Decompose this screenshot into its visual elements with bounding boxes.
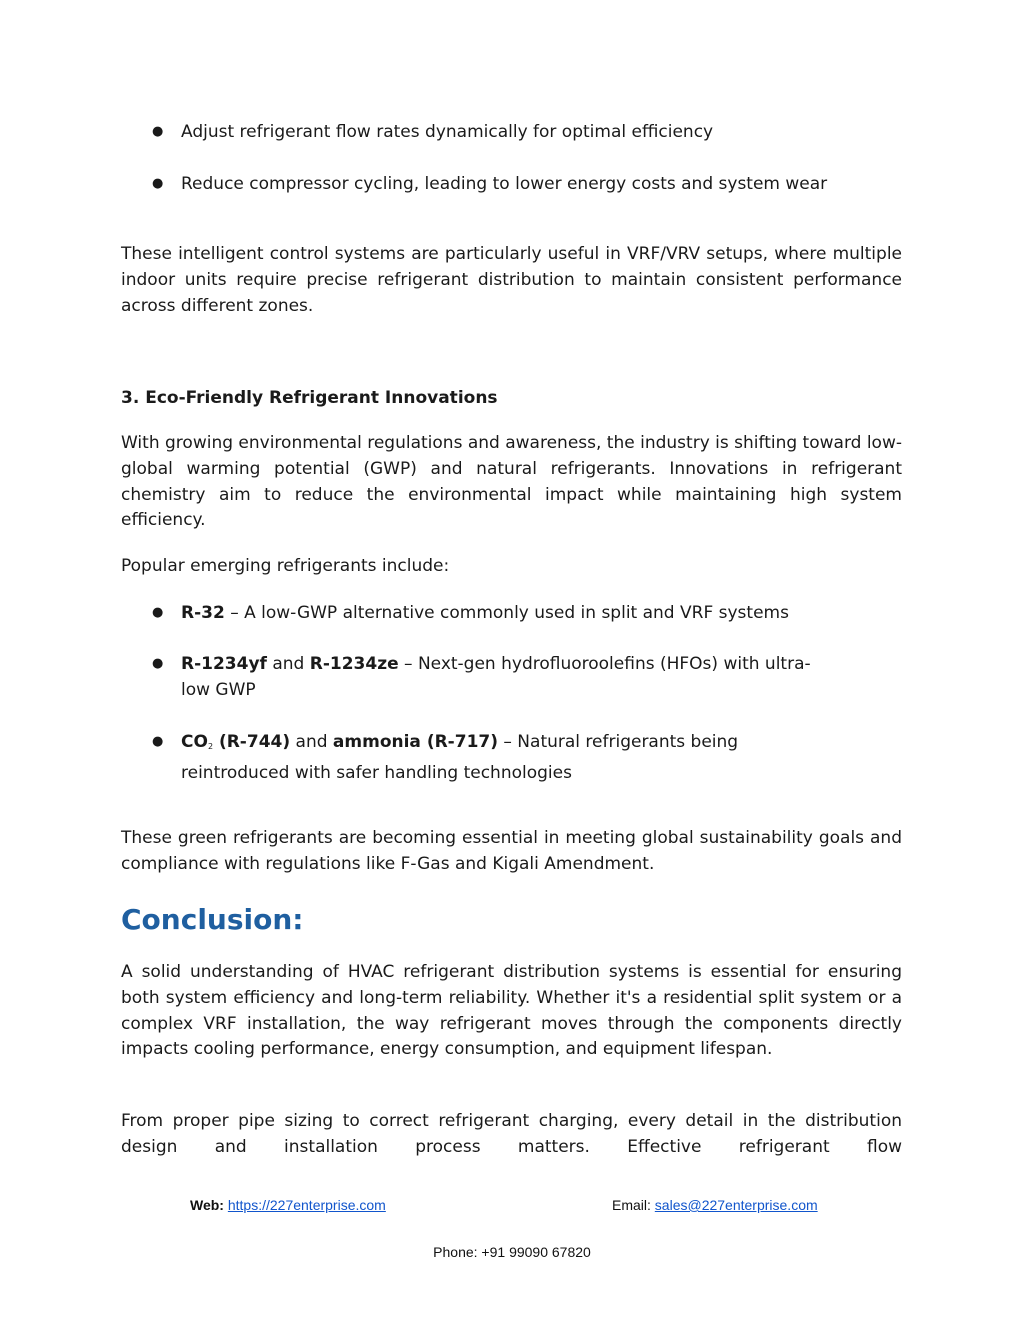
list-item-r32 (152, 600, 852, 626)
conjunction-text: and (266, 654, 310, 674)
refrigerant-name: CO (181, 732, 208, 752)
footer-web (190, 1196, 386, 1214)
refrigerant-name: ammonia (R-717) (332, 732, 498, 752)
section-intro-paragraph: With growing environmental regulations and awareness, the industry is shifting toward low-global warming potential (GWP) and natural refrigerants. Innovations in refrigerant chemistry aim to reduce the environmental impact while maintaining high system efficiency. (121, 433, 902, 531)
subscript-text: 2 (207, 742, 214, 751)
email-label: Email: (612, 1197, 651, 1213)
bullet-text: Reduce compressor cycling, leading to lower energy costs and system wear (181, 174, 828, 194)
list-item-hfo (152, 651, 832, 703)
refrigerant-name: R-1234yf (181, 654, 267, 674)
bullet-text: Adjust refrigerant flow rates dynamically for optimal efficiency (181, 122, 714, 142)
bullet-icon: ● (152, 176, 164, 191)
refrigerant-name: R-32 (181, 603, 225, 623)
control-benefits-list-2 (152, 171, 852, 197)
refrigerant-list-natural (152, 729, 832, 786)
conclusion-paragraph-1: A solid understanding of HVAC refrigerant distribution systems is essential for ensuring both system efficiency and long-term reliability. Whether it's a residential split system or a complex VRF installation, the way refrigerant moves through the components directly impacts cooling performance, energy consumption, and equipment lifespan. (121, 962, 902, 1060)
web-label: Web: (190, 1197, 224, 1213)
bullet-icon: ● (152, 124, 164, 139)
list-item (152, 171, 852, 197)
refrigerant-code: (R-744) (213, 732, 291, 752)
bullet-icon: ● (152, 734, 164, 749)
control-benefits-list (152, 119, 852, 145)
refrigerant-list (152, 600, 852, 626)
bullet-icon: ● (152, 656, 164, 671)
footer-email (612, 1196, 818, 1214)
section-heading: 3. Eco-Friendly Refrigerant Innovations (121, 388, 498, 408)
refrigerant-list-hfo (152, 651, 832, 703)
list-item (152, 119, 852, 145)
email-link[interactable]: sales@227enterprise.com (654, 1197, 818, 1213)
green-refrigerants-paragraph: These green refrigerants are becoming essential in meeting global sustainability goals and compliance with regulations like F-Gas and Kigali Amendment. (121, 828, 902, 874)
conclusion-paragraph-2: From proper pipe sizing to correct refrigerant charging, every detail in the distribution design and installation process matters. Effective refrigerant flow (121, 1111, 902, 1157)
conjunction-text: and (290, 732, 333, 752)
website-link[interactable]: https://227enterprise.com (227, 1197, 386, 1213)
refrigerant-name: R-1234ze (309, 654, 399, 674)
refrigerant-description: – Natural refrigerants being reintroduced with safer handling technologies (181, 732, 739, 783)
list-item-natural (152, 729, 832, 786)
footer-phone: Phone: +91 99090 67820 (433, 1244, 591, 1260)
refrigerant-description: – Next-gen hydrofluoroolefins (HFOs) with ultra-low GWP (181, 654, 811, 700)
conclusion-heading: Conclusion: (121, 903, 304, 936)
list-intro-text: Popular emerging refrigerants include: (121, 556, 450, 576)
bullet-icon: ● (152, 605, 164, 620)
refrigerant-description: – A low-GWP alternative commonly used in split and VRF systems (224, 603, 789, 623)
intelligent-controls-paragraph: These intelligent control systems are particularly useful in VRF/VRV setups, where multiple indoor units require precise refrigerant distribution to maintain consistent performance across different zones. (121, 244, 902, 316)
